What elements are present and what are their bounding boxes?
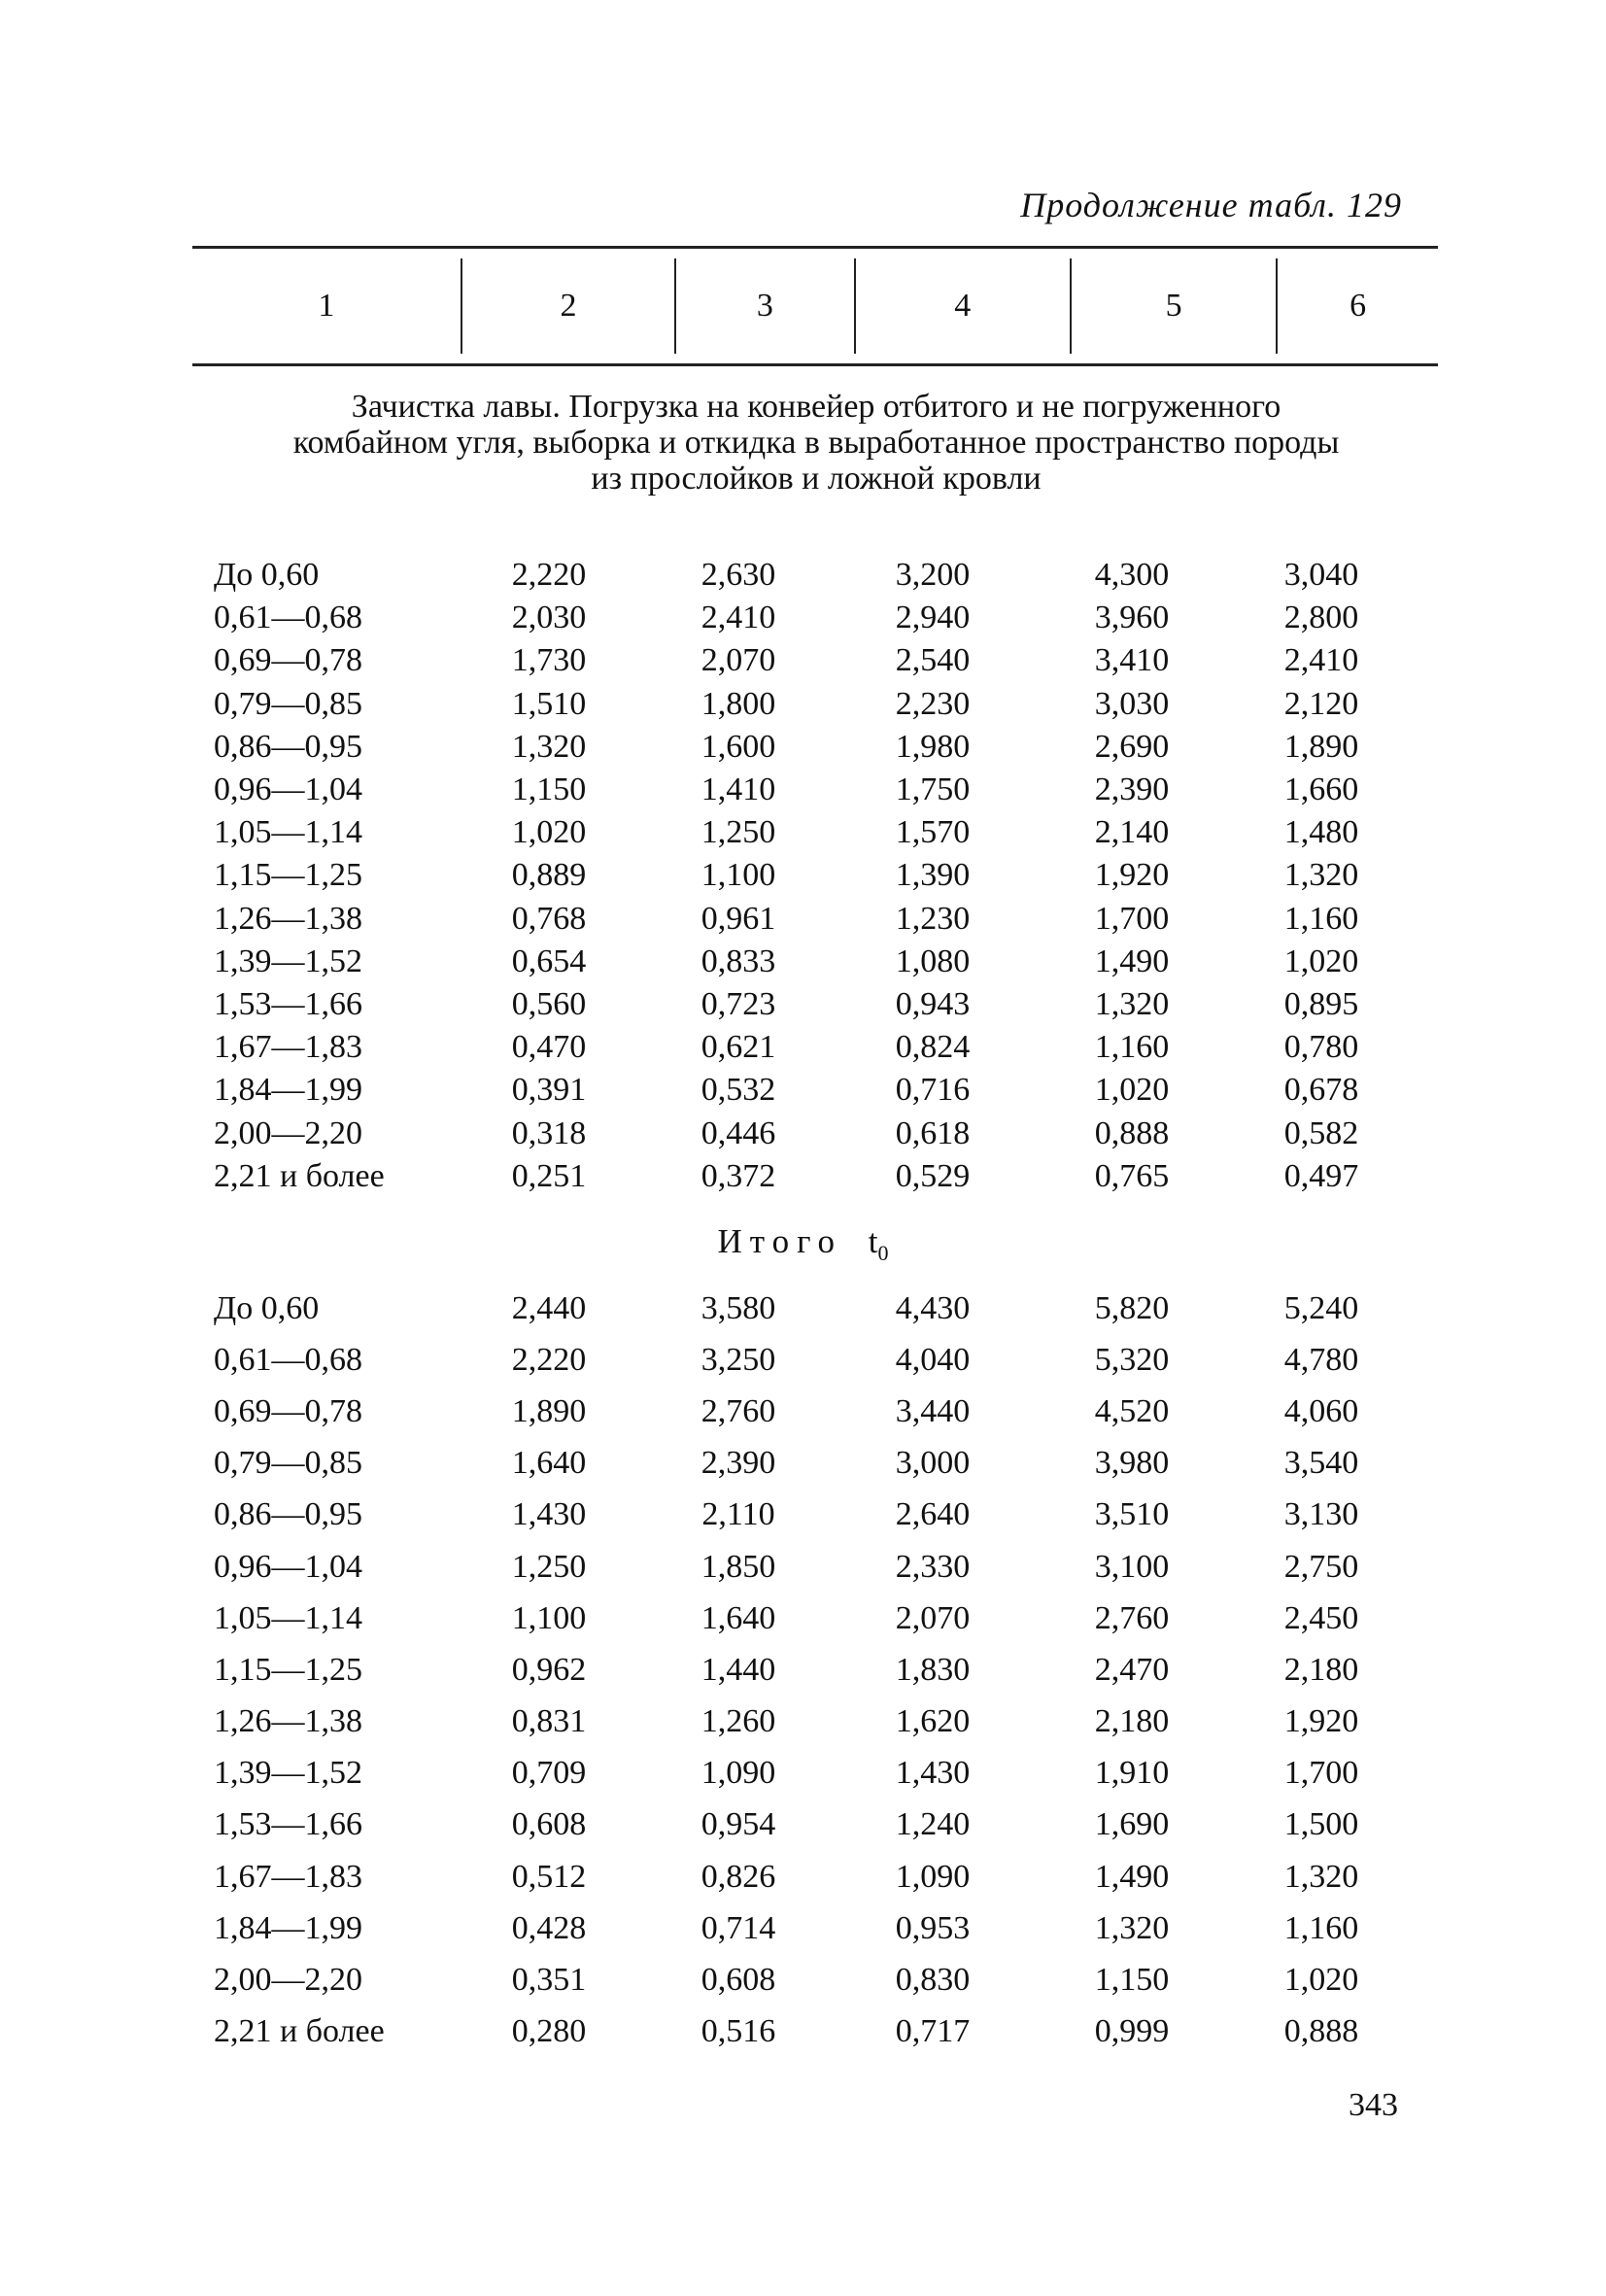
section-heading-symbol: t <box>868 1222 878 1260</box>
table-cell: 1,020 <box>511 814 587 851</box>
table-cell: 1,750 <box>895 771 971 808</box>
table-cell: 0,830 <box>895 1962 971 1999</box>
row-label: 1,05—1,14 <box>214 814 362 851</box>
row-label: 0,86—0,95 <box>214 1496 362 1533</box>
table-cell: 1,090 <box>700 1755 776 1792</box>
table-row <box>214 1490 1428 1541</box>
row-label: 2,00—2,20 <box>214 1114 362 1151</box>
row-label: 1,39—1,52 <box>214 1755 362 1792</box>
table-row <box>214 941 1428 983</box>
table-row <box>214 983 1428 1026</box>
section-heading-text: Итого <box>717 1222 843 1260</box>
table-row <box>214 639 1428 682</box>
table-cell: 2,140 <box>1094 814 1170 851</box>
table-cell: 1,920 <box>1094 857 1170 894</box>
table-cell: 2,120 <box>1283 685 1359 722</box>
row-label: 1,05—1,14 <box>214 1599 362 1636</box>
column-number-1: 1 <box>318 288 335 324</box>
table-cell: 1,100 <box>700 857 776 894</box>
table-row <box>214 2006 1428 2058</box>
table-cell: 2,760 <box>700 1392 776 1429</box>
table-row <box>214 726 1428 769</box>
row-label: 0,79—0,85 <box>214 685 362 722</box>
row-label: 2,21 и более <box>214 1157 385 1194</box>
section-heading-total <box>0 1222 1606 1266</box>
table-cell: 4,780 <box>1283 1341 1359 1378</box>
table-cell: 3,410 <box>1094 642 1170 679</box>
table-cell: 1,090 <box>895 1858 971 1895</box>
table-cell: 1,850 <box>700 1548 776 1585</box>
table-cell: 0,470 <box>511 1029 587 1066</box>
table-cell: 5,240 <box>1283 1289 1359 1326</box>
table-cell: 0,961 <box>700 900 776 937</box>
table-cell: 1,100 <box>511 1599 587 1636</box>
table-cell: 2,800 <box>1283 600 1359 636</box>
table-cell: 0,889 <box>511 857 587 894</box>
table-cell: 2,030 <box>511 600 587 636</box>
table-row <box>214 769 1428 811</box>
table-cell: 2,070 <box>895 1599 971 1636</box>
table-cell: 0,446 <box>700 1114 776 1151</box>
row-label: 1,15—1,25 <box>214 1651 362 1688</box>
table-cell: 1,320 <box>1094 985 1170 1022</box>
table-cell: 1,620 <box>895 1703 971 1740</box>
table-cell: 2,230 <box>895 685 971 722</box>
row-label: 1,84—1,99 <box>214 1072 362 1109</box>
table-row <box>214 1334 1428 1386</box>
table-cell: 0,780 <box>1283 1029 1359 1066</box>
table-cell: 2,180 <box>1283 1651 1359 1688</box>
row-label: 2,21 и более <box>214 2013 385 2050</box>
table-cell: 1,490 <box>1094 942 1170 979</box>
table-cell: 1,230 <box>895 900 971 937</box>
table-cell: 0,516 <box>700 2013 776 2050</box>
table-cell: 0,709 <box>511 1755 587 1792</box>
table-cell: 0,618 <box>895 1114 971 1151</box>
table-cell: 1,730 <box>511 642 587 679</box>
table-cell: 0,560 <box>511 985 587 1022</box>
table-cell: 1,700 <box>1094 900 1170 937</box>
table-cell: 0,826 <box>700 1858 776 1895</box>
table-row <box>214 1696 1428 1748</box>
table-cell: 0,428 <box>511 1909 587 1946</box>
table-cell: 2,940 <box>895 600 971 636</box>
table-row <box>214 1155 1428 1198</box>
table-cell: 1,570 <box>895 814 971 851</box>
table-row <box>214 898 1428 941</box>
table-cell: 4,520 <box>1094 1392 1170 1429</box>
table-cell: 1,430 <box>511 1496 587 1533</box>
table-cell: 0,824 <box>895 1029 971 1066</box>
row-label: 0,69—0,78 <box>214 1392 362 1429</box>
table-cell: 0,895 <box>1283 985 1359 1022</box>
table-cell: 2,220 <box>511 557 587 594</box>
table-cell: 1,020 <box>1283 942 1359 979</box>
table-cell: 0,351 <box>511 1962 587 1999</box>
column-number-3: 3 <box>674 258 854 354</box>
table-cell: 1,320 <box>511 728 587 765</box>
table-cell: 3,980 <box>1094 1445 1170 1482</box>
table-cell: 1,410 <box>700 771 776 808</box>
table-cell: 0,888 <box>1094 1114 1170 1151</box>
table-cell: 2,440 <box>511 1289 587 1326</box>
table-cell: 2,390 <box>700 1445 776 1482</box>
table-cell: 1,500 <box>1283 1806 1359 1843</box>
row-label: До 0,60 <box>214 557 320 594</box>
row-label: 1,53—1,66 <box>214 985 362 1022</box>
table-cell: 4,300 <box>1094 557 1170 594</box>
table-cell: 0,831 <box>511 1703 587 1740</box>
row-label: 0,61—0,68 <box>214 1341 362 1378</box>
table-cell: 1,320 <box>1283 857 1359 894</box>
table-cell: 0,943 <box>895 985 971 1022</box>
table-cell: 2,220 <box>511 1341 587 1378</box>
table-cell: 0,529 <box>895 1157 971 1194</box>
table-cell: 0,678 <box>1283 1072 1359 1109</box>
table-row <box>214 1851 1428 1902</box>
column-number-6: 6 <box>1276 258 1438 354</box>
table-cell: 3,130 <box>1283 1496 1359 1533</box>
table-cell: 3,030 <box>1094 685 1170 722</box>
table-cell: 4,430 <box>895 1289 971 1326</box>
table-cell: 1,150 <box>511 771 587 808</box>
table-cell: 1,920 <box>1283 1703 1359 1740</box>
table-cell: 0,391 <box>511 1072 587 1109</box>
table-cell: 1,510 <box>511 685 587 722</box>
table-cell: 0,497 <box>1283 1157 1359 1194</box>
table-row <box>214 1902 1428 1954</box>
table-cell: 0,621 <box>700 1029 776 1066</box>
table-row <box>214 1026 1428 1069</box>
row-label: 0,96—1,04 <box>214 771 362 808</box>
table-row <box>214 1954 1428 2005</box>
table-cell: 0,582 <box>1283 1114 1359 1151</box>
table-cell: 3,440 <box>895 1392 971 1429</box>
running-head: Продолжение табл. 129 <box>1020 186 1402 224</box>
row-label: 1,84—1,99 <box>214 1909 362 1946</box>
table-cell: 3,040 <box>1283 557 1359 594</box>
table-row <box>214 1644 1428 1696</box>
section-caption: Зачистка лавы. Погрузка на конвейер отбитого и не погруженного комбайном угля, выборка и откидка в выработанное пространство породы из прослойков и ложной кровли <box>292 389 1340 497</box>
table-cell: 2,760 <box>1094 1599 1170 1636</box>
table-cell: 3,540 <box>1283 1445 1359 1482</box>
table-cell: 0,251 <box>511 1157 587 1194</box>
table-cell: 0,608 <box>511 1806 587 1843</box>
table-cell: 5,320 <box>1094 1341 1170 1378</box>
table-cell: 1,160 <box>1283 900 1359 937</box>
table-cell: 3,000 <box>895 1445 971 1482</box>
table-column-header <box>192 246 1438 366</box>
table-cell: 0,608 <box>700 1962 776 1999</box>
table-cell: 2,540 <box>895 642 971 679</box>
column-number-2: 2 <box>461 258 674 354</box>
table-row <box>214 597 1428 639</box>
table-cell: 5,820 <box>1094 1289 1170 1326</box>
table-cell: 1,480 <box>1283 814 1359 851</box>
table-cell: 3,100 <box>1094 1548 1170 1585</box>
table-row <box>214 1386 1428 1437</box>
table-row <box>214 854 1428 897</box>
table-cell: 2,110 <box>701 1496 775 1533</box>
table-cell: 2,410 <box>1283 642 1359 679</box>
table-cell: 0,954 <box>700 1806 776 1843</box>
column-number-5: 5 <box>1070 258 1276 354</box>
row-label: 1,67—1,83 <box>214 1858 362 1895</box>
table-row <box>214 1069 1428 1112</box>
table-cell: 3,580 <box>700 1289 776 1326</box>
table-cell: 4,040 <box>895 1341 971 1378</box>
row-label: 1,26—1,38 <box>214 1703 362 1740</box>
table-cell: 1,640 <box>511 1445 587 1482</box>
table-cell: 1,600 <box>700 728 776 765</box>
column-number-4: 4 <box>854 258 1070 354</box>
table-cell: 2,750 <box>1283 1548 1359 1585</box>
row-label: 1,53—1,66 <box>214 1806 362 1843</box>
table-cell: 0,833 <box>700 942 776 979</box>
table-cell: 1,690 <box>1094 1806 1170 1843</box>
table-row <box>214 1112 1428 1154</box>
table-cell: 1,890 <box>1283 728 1359 765</box>
table-cell: 4,060 <box>1283 1392 1359 1429</box>
table-cell: 0,962 <box>511 1651 587 1688</box>
table-cell: 2,690 <box>1094 728 1170 765</box>
table-cell: 1,910 <box>1094 1755 1170 1792</box>
table-cell: 2,070 <box>700 642 776 679</box>
row-label: 0,79—0,85 <box>214 1445 362 1482</box>
table-cell: 3,250 <box>700 1341 776 1378</box>
table-row <box>214 1748 1428 1799</box>
table-cell: 3,510 <box>1094 1496 1170 1533</box>
row-label: 0,61—0,68 <box>214 600 362 636</box>
table-cell: 1,320 <box>1094 1909 1170 1946</box>
row-label: 0,86—0,95 <box>214 728 362 765</box>
row-label: 1,15—1,25 <box>214 857 362 894</box>
table-cell: 1,160 <box>1094 1029 1170 1066</box>
table-cell: 0,512 <box>511 1858 587 1895</box>
table-cell: 0,999 <box>1094 2013 1170 2050</box>
table-cell: 1,250 <box>700 814 776 851</box>
table-cell: 1,660 <box>1283 771 1359 808</box>
table-cell: 2,330 <box>895 1548 971 1585</box>
table-cell: 0,723 <box>700 985 776 1022</box>
table-cell: 1,250 <box>511 1548 587 1585</box>
table-cell: 1,020 <box>1094 1072 1170 1109</box>
table-cell: 2,180 <box>1094 1703 1170 1740</box>
table-cell: 0,654 <box>511 942 587 979</box>
table-row <box>214 1541 1428 1593</box>
row-label: 1,26—1,38 <box>214 900 362 937</box>
table-cell: 0,765 <box>1094 1157 1170 1194</box>
table-cell: 1,800 <box>700 685 776 722</box>
table-cell: 2,640 <box>895 1496 971 1533</box>
table-cell: 0,953 <box>895 1909 971 1946</box>
table-cell: 1,890 <box>511 1392 587 1429</box>
table-cell: 1,700 <box>1283 1755 1359 1792</box>
table-cell: 1,160 <box>1283 1909 1359 1946</box>
table-cell: 0,888 <box>1283 2013 1359 2050</box>
table-cell: 2,450 <box>1283 1599 1359 1636</box>
table-cell: 1,390 <box>895 857 971 894</box>
table-cell: 1,440 <box>700 1651 776 1688</box>
table-cell: 1,490 <box>1094 1858 1170 1895</box>
table-row <box>214 1438 1428 1490</box>
table-row <box>214 1283 1428 1334</box>
page-number: 343 <box>1349 2087 1398 2123</box>
row-label: 2,00—2,20 <box>214 1962 362 1999</box>
table-cell: 2,390 <box>1094 771 1170 808</box>
table-cell: 1,830 <box>895 1651 971 1688</box>
table-cell: 3,960 <box>1094 600 1170 636</box>
table-cell: 1,260 <box>700 1703 776 1740</box>
table-cell: 3,200 <box>895 557 971 594</box>
table-cell: 1,080 <box>895 942 971 979</box>
table-cell: 1,240 <box>895 1806 971 1843</box>
section-heading-subscript: 0 <box>877 1241 889 1265</box>
table-section-total <box>214 1283 1428 2058</box>
table-cell: 1,150 <box>1094 1962 1170 1999</box>
table-row <box>214 1799 1428 1851</box>
table-cell: 2,630 <box>700 557 776 594</box>
row-label: До 0,60 <box>214 1289 320 1326</box>
row-label: 1,67—1,83 <box>214 1029 362 1066</box>
table-cell: 0,372 <box>700 1157 776 1194</box>
table-cell: 0,768 <box>511 900 587 937</box>
table-cell: 0,714 <box>700 1909 776 1946</box>
table-cell: 0,318 <box>511 1114 587 1151</box>
table-cell: 1,430 <box>895 1755 971 1792</box>
table-row <box>214 1593 1428 1644</box>
row-label: 0,69—0,78 <box>214 642 362 679</box>
table-cell: 0,716 <box>895 1072 971 1109</box>
table-row <box>214 554 1428 597</box>
table-cell: 1,020 <box>1283 1962 1359 1999</box>
table-section-cleanup <box>214 554 1428 1198</box>
table-cell: 0,532 <box>700 1072 776 1109</box>
row-label: 1,39—1,52 <box>214 942 362 979</box>
table-cell: 0,717 <box>895 2013 971 2050</box>
table-row <box>214 811 1428 854</box>
table-cell: 2,410 <box>700 600 776 636</box>
table-row <box>214 683 1428 726</box>
table-cell: 0,280 <box>511 2013 587 2050</box>
table-cell: 1,640 <box>700 1599 776 1636</box>
table-cell: 2,470 <box>1094 1651 1170 1688</box>
table-cell: 1,320 <box>1283 1858 1359 1895</box>
table-cell: 1,980 <box>895 728 971 765</box>
row-label: 0,96—1,04 <box>214 1548 362 1585</box>
